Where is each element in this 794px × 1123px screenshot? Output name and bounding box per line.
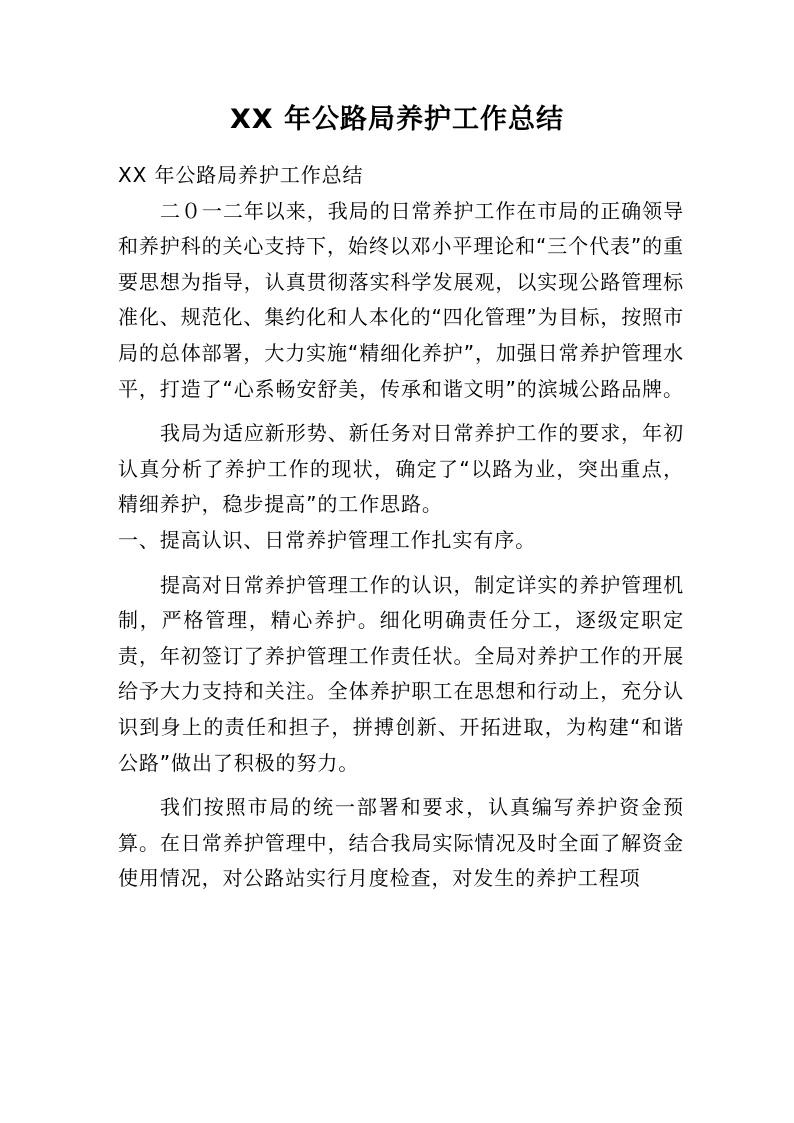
section-heading: 一、提高认识、日常养护管理工作扎实有序。 <box>118 527 536 552</box>
paragraph-management: 提高对日常养护管理工作的认识，制定详实的养护管理机制，严格管理，精心养护。细化明确责任分工，逐级定职定责，年初签订了养护管理工作责任状。全局对养护工作的开展给予大力支持和关注。全体养护职工在思想和行动上，充分认识到身上的责任和担子，拼搏创新、开拓进取，为构建“和谐公路”做出了积极的努力。 <box>118 572 684 775</box>
paragraph-intro: 二０一二年以来，我局的日常养护工作在市局的正确领导和养护科的关心支持下，始终以邓小平理论和“三个代表”的重要思想为指导，认真贯彻落实科学发展观，以实现公路管理标准化、规范化、集约化和人本化的“四化管理”为目标，按照市局的总体部署，大力实施“精细化养护”，加强日常养护管理水平，打造了“心系畅安舒美，传承和谐文明”的滨城公路品牌。 <box>118 198 684 401</box>
document-subtitle: XX 年公路局养护工作总结 <box>118 163 364 187</box>
document-body <box>118 158 684 897</box>
paragraph-work-approach: 我局为适应新形势、新任务对日常养护工作的要求，年初认真分析了养护工作的现状，确定了“以路为业，突出重点，精细养护，稳步提高”的工作思路。 <box>118 421 684 517</box>
paragraph-budget: 我们按照市局的统一部署和要求，认真编写养护资金预算。在日常养护管理中，结合我局实际情况及时全面了解资金使用情况，对公路站实行月度检查，对发生的养护工程项 <box>118 795 684 891</box>
document-title: XX 年公路局养护工作总结 <box>229 104 565 135</box>
